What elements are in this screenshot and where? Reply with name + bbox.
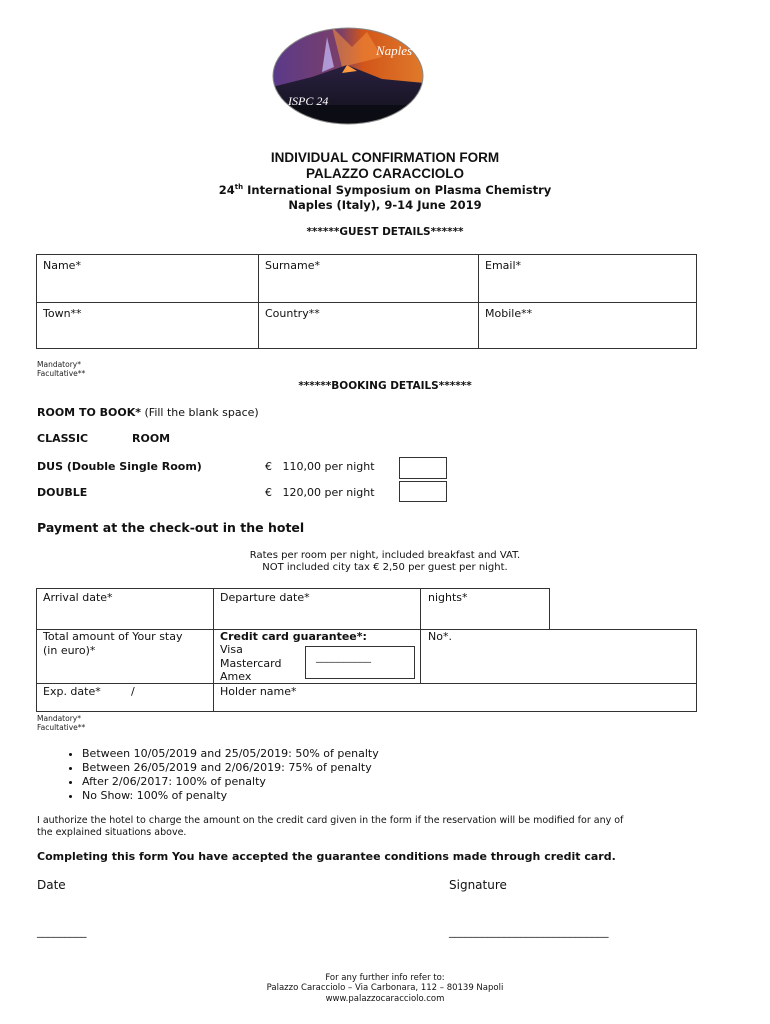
guest-details-table	[36, 254, 697, 349]
double-price: € 120,00 per night	[265, 486, 375, 499]
ispc-logo	[272, 27, 424, 125]
card-number-field[interactable]: No*.	[428, 630, 452, 643]
dus-price: € 110,00 per night	[265, 460, 375, 473]
authorize-text-2: the explained situations above.	[37, 827, 187, 838]
exp-date-slash: /	[131, 685, 135, 698]
penalty-item: • No Show: 100% of penalty	[82, 789, 379, 803]
exp-date-field[interactable]: Exp. date*	[43, 685, 101, 698]
legend-mandatory-2: Mandatory*	[37, 714, 81, 723]
rates-line-2: NOT included city tax € 2,50 per guest per night.	[262, 562, 508, 573]
symposium-location: Naples (Italy), 9-14 June 2019	[288, 198, 482, 212]
legend-mandatory: Mandatory*	[37, 360, 81, 369]
double-label: DOUBLE	[37, 486, 88, 499]
volcano-logo-image	[272, 27, 424, 125]
mobile-field[interactable]: Mobile**	[479, 303, 697, 349]
nights-field[interactable]: nights*	[428, 591, 468, 604]
penalty-list	[60, 747, 379, 803]
payment-heading: Payment at the check-out in the hotel	[37, 520, 305, 535]
rates-line-1: Rates per room per night, included breakfast and VAT.	[249, 550, 521, 561]
guest-details-heading: ******GUEST DETAILS******	[306, 226, 464, 238]
total-amount-label-1[interactable]: Total amount of Your stay	[43, 630, 183, 643]
room-label: ROOM	[132, 432, 171, 445]
surname-field[interactable]: Surname*	[259, 255, 479, 303]
card-type-blank: __________	[316, 650, 371, 663]
guarantee-statement: Completing this form You have accepted the guarantee conditions made through credit card.	[37, 850, 616, 863]
logo-text-naples: Naples	[376, 43, 413, 58]
dus-quantity-box[interactable]	[399, 457, 447, 479]
symposium-sup: th	[234, 183, 244, 192]
signature-label: Signature	[449, 878, 507, 892]
footer-website: www.palazzocaracciolo.com	[325, 994, 445, 1004]
country-field[interactable]: Country**	[259, 303, 479, 349]
date-line[interactable]: _________	[37, 925, 87, 938]
authorize-text-1: I authorize the hotel to charge the amount on the credit card given in the form if the reservation will be modified for any of	[37, 815, 624, 826]
date-label: Date	[37, 878, 66, 892]
footer-address: Palazzo Caracciolo – Via Carbonara, 112 – 80139 Napoli	[266, 983, 504, 993]
mastercard-option[interactable]: Mastercard	[220, 657, 282, 670]
symposium-name: International Symposium on Plasma Chemistry	[243, 183, 552, 197]
double-quantity-box[interactable]	[399, 481, 447, 502]
penalty-item: • Between 26/05/2019 and 2/06/2019: 75% of penalty	[82, 761, 379, 775]
hotel-title: PALAZZO CARACCIOLO	[306, 166, 464, 181]
form-title: INDIVIDUAL CONFIRMATION FORM	[270, 150, 500, 165]
name-field[interactable]: Name*	[37, 255, 259, 303]
town-field[interactable]: Town**	[37, 303, 259, 349]
signature-line[interactable]: _____________________________	[449, 925, 609, 938]
penalty-item: • Between 10/05/2019 and 25/05/2019: 50% of penalty	[82, 747, 379, 761]
legend-facultative: Facultative**	[37, 369, 86, 378]
dus-label: DUS (Double Single Room)	[37, 460, 202, 473]
room-to-book-note: (Fill the blank space)	[144, 406, 259, 419]
legend-facultative-2: Facultative**	[37, 723, 86, 732]
symposium-line	[0, 183, 770, 197]
penalty-item: • After 2/06/2017: 100% of penalty	[82, 775, 379, 789]
amex-option[interactable]: Amex	[220, 670, 252, 683]
holder-name-field[interactable]: Holder name*	[220, 685, 297, 698]
stay-row-separator	[36, 683, 697, 684]
departure-date-field[interactable]: Departure date*	[220, 591, 310, 604]
symposium-number: 24	[218, 183, 235, 197]
total-amount-label-2: (in euro)*	[43, 644, 96, 657]
room-to-book-line	[37, 406, 259, 419]
booking-details-heading: ******BOOKING DETAILS******	[298, 380, 472, 392]
classic-label: CLASSIC	[37, 432, 89, 445]
room-to-book-label: ROOM TO BOOK*	[37, 406, 141, 419]
logo-text-ispc: ISPC 24	[288, 94, 329, 108]
email-field[interactable]: Email*	[479, 255, 697, 303]
credit-card-guarantee-label: Credit card guarantee*:	[220, 630, 367, 643]
visa-option[interactable]: Visa	[220, 643, 243, 656]
footer-info: For any further info refer to:	[325, 973, 445, 983]
arrival-date-field[interactable]: Arrival date*	[43, 591, 113, 604]
